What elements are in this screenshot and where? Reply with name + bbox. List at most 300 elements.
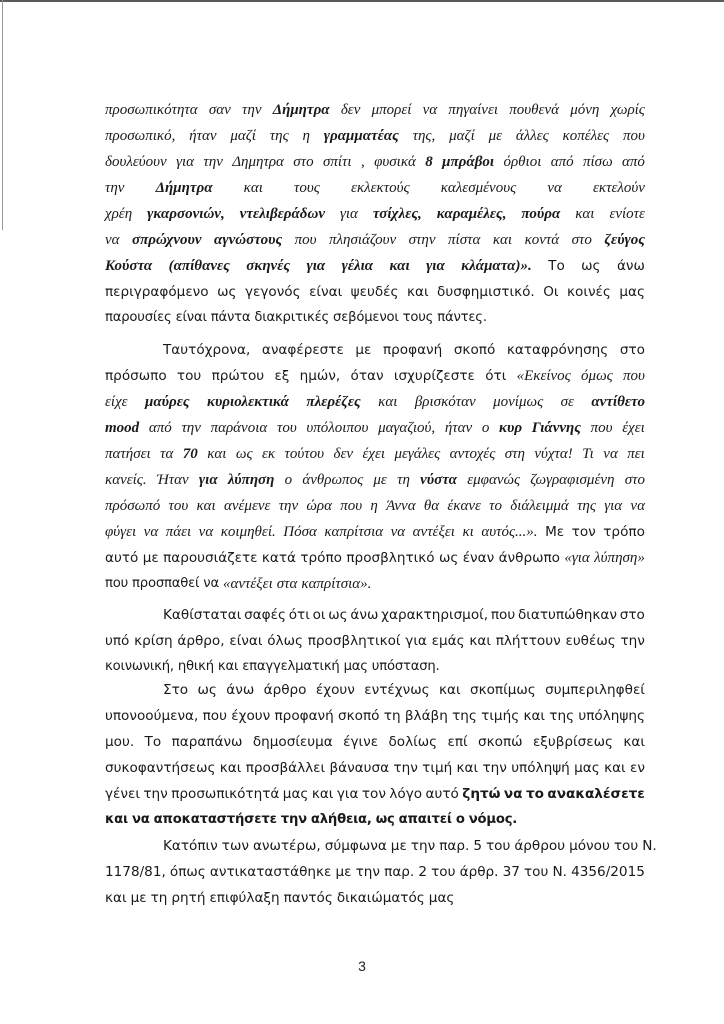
text-line [105, 811, 645, 829]
word: για [426, 258, 445, 274]
text-line [105, 231, 645, 249]
word: ως [197, 682, 217, 698]
word: λύπηση [227, 472, 275, 488]
word: κατά [261, 550, 296, 566]
word: από [550, 154, 574, 170]
word: ότι [288, 607, 310, 623]
word: θα [423, 498, 440, 514]
word: για [405, 633, 427, 649]
word: Στο [163, 682, 189, 698]
word: την [181, 420, 201, 436]
word: τον [571, 524, 596, 540]
word: μεγάλες [394, 446, 441, 462]
word: σεβόμενοι [333, 310, 399, 325]
word: συκοφαντήσεως [105, 760, 216, 776]
text-line [105, 863, 645, 881]
word: επί [447, 734, 468, 750]
word: βρισκόταν [414, 394, 476, 410]
word: ηθική [177, 659, 214, 674]
word: μπράβοι [442, 154, 495, 170]
word: πάει [165, 524, 192, 540]
word: όλως [267, 633, 303, 649]
word: και [196, 498, 216, 514]
word: υπόληψή [511, 760, 570, 776]
word: ευθέως [565, 633, 616, 649]
text-line [105, 419, 645, 437]
word: εκλεκτούς [351, 180, 410, 196]
word: πλήττουν [495, 633, 561, 649]
word: νόμος. [468, 812, 518, 827]
word: να [198, 524, 214, 540]
word: πει [627, 446, 645, 462]
word: αποκαταστήσετε [153, 812, 277, 827]
word: γένει [105, 786, 140, 802]
word: τιμής [481, 708, 520, 724]
word: την [278, 498, 299, 514]
scan-border-top [0, 0, 724, 2]
word: και [219, 760, 242, 776]
word: τσίχλες, [372, 206, 422, 222]
text-line [105, 889, 645, 907]
word: εμάς [431, 633, 465, 649]
word: ο [455, 812, 465, 827]
word: μαζί [449, 128, 475, 144]
word: της [549, 708, 575, 724]
word: καπρίτσια [324, 524, 384, 540]
word: προσπαθεί [132, 576, 200, 591]
word: παραπάνω [171, 734, 243, 750]
word: βάναυσα [329, 760, 390, 776]
word: άρθρου [514, 838, 566, 854]
word: στο [571, 232, 592, 248]
word: αλήθεια, [310, 812, 372, 827]
text-line [105, 658, 645, 676]
word: Το [144, 734, 162, 750]
word: έχει [622, 420, 645, 436]
word: ημών, [299, 368, 341, 384]
word: παρουσιάζετε [163, 550, 258, 566]
word: κοινωνική, [105, 659, 174, 674]
word: «αντέξει [222, 576, 273, 592]
word: για [198, 472, 218, 488]
word: 70 [182, 446, 198, 462]
word: του [524, 864, 549, 880]
word: ως [328, 607, 348, 623]
word: η [302, 128, 310, 144]
word: ρητή [171, 890, 206, 906]
word: όπως [169, 864, 206, 880]
scan-border-left [2, 0, 3, 230]
word: του [613, 838, 639, 854]
word: κοινές [567, 284, 611, 300]
word: ως [438, 550, 459, 566]
word: προσωπικό, [105, 128, 176, 144]
word: Ν. [552, 864, 567, 880]
word: δεν [340, 102, 361, 118]
word: ως [581, 258, 601, 274]
word: την [393, 760, 418, 776]
word: είναι [175, 310, 207, 325]
word: μαζί [230, 128, 256, 144]
word: υπονοούμενα, [105, 708, 199, 724]
word: που [340, 498, 363, 514]
word: δυσφημιστικό. [437, 284, 535, 300]
word: άρθρο, [177, 633, 225, 649]
word: καπρίτσια». [301, 576, 372, 592]
word: να [422, 102, 438, 118]
word: κρίση [134, 633, 173, 649]
word: του [176, 368, 202, 384]
word: ήταν [444, 420, 473, 436]
word: τη [150, 890, 168, 906]
word: που [105, 576, 129, 591]
word: μας [282, 786, 309, 802]
word: υπόληψης [578, 708, 645, 724]
word: του [168, 498, 189, 514]
word: του [485, 838, 511, 854]
word: παντός [283, 890, 333, 906]
word: έγινε [343, 734, 379, 750]
word: μαγαζιού, [378, 420, 436, 436]
word: σκοπό [453, 342, 496, 358]
word: άνθρωπος [302, 472, 364, 488]
word: πλησιάζουν [329, 232, 397, 248]
word: τον [361, 786, 386, 802]
word: άνω [226, 682, 255, 698]
text-line [105, 471, 645, 489]
text-line [105, 707, 645, 725]
word: 8 [425, 154, 433, 170]
word: σύμφωνα [324, 838, 387, 854]
word: ισχυρίζεστε [393, 368, 475, 384]
word: και [456, 760, 479, 776]
word: άλλες [515, 128, 549, 144]
word: εκτελούν [593, 180, 645, 196]
word: αυτός...». [481, 524, 538, 540]
word: υπόλοιπου [306, 420, 369, 436]
word: πλερέζες [306, 394, 361, 410]
word: αντοχές [449, 446, 496, 462]
word: άνω [350, 607, 379, 623]
word: πάντες. [437, 310, 487, 325]
word: προσβάλλει [245, 760, 326, 776]
text-line [105, 575, 645, 593]
word: στο [619, 342, 645, 358]
word: την [242, 102, 262, 118]
word: και [311, 786, 334, 802]
word: τρόπο [603, 524, 645, 540]
word: πρώτου [211, 368, 265, 384]
word: και [438, 682, 461, 698]
word: έχει [362, 446, 386, 462]
text-line [105, 153, 645, 171]
word: γέλια [341, 258, 374, 274]
word: περιγραφόμενο [105, 284, 209, 300]
word: σπίτι [322, 154, 352, 170]
word: καραμέλες, [436, 206, 507, 222]
word: νύχτα! [534, 446, 573, 462]
word: μας [343, 659, 368, 674]
word: χωρίς [610, 102, 645, 118]
word: παρουσίες [105, 310, 172, 325]
word: στη [504, 446, 525, 462]
word: πούρα [521, 206, 561, 222]
text-line [105, 283, 645, 301]
word: υπόσταση. [371, 659, 440, 674]
word: όρθιοι [503, 154, 542, 170]
word: αντέξει [412, 524, 455, 540]
word: να [503, 786, 523, 802]
word: ο [284, 472, 293, 488]
word: χρέη [105, 206, 133, 222]
word: γκαρσονιών, [147, 206, 225, 222]
word: τούτου [284, 446, 325, 462]
word: εξ [274, 368, 290, 384]
word: εντέχνως [364, 682, 430, 698]
text-line [105, 257, 645, 275]
word: σκοπό [338, 708, 380, 724]
word: δικαιώματός [336, 890, 425, 906]
word: οι [312, 607, 326, 623]
word: ζητώ [462, 786, 501, 802]
word: που [294, 232, 317, 248]
text-line [105, 523, 645, 541]
word: για [306, 258, 326, 274]
word: λύπηση» [594, 550, 645, 566]
word: , [360, 154, 365, 170]
word: αναφέρεστε [261, 342, 344, 358]
word: την [105, 180, 125, 196]
word: με [335, 864, 352, 880]
word: κυριολεκτικά [207, 394, 289, 410]
word: άρθρο [263, 682, 307, 698]
word: Τι [582, 446, 594, 462]
word: με [142, 550, 159, 566]
word: Ν. [642, 838, 657, 854]
word: της, [412, 128, 436, 144]
word: στην [408, 232, 436, 248]
word: κι [462, 524, 474, 540]
word: εν [629, 760, 645, 776]
word: με [373, 472, 387, 488]
word: Κατόπιν [163, 838, 218, 854]
word: μαύρες [145, 394, 190, 410]
word: προσβλητικό [346, 550, 435, 566]
word: μας [574, 760, 600, 776]
word: Καθίσταται [163, 607, 242, 623]
word: ανέμενε [223, 498, 271, 514]
word: άνω [616, 258, 645, 274]
word: πίσω [583, 154, 613, 170]
word: δουλεύουν [105, 154, 167, 170]
text-line [105, 101, 645, 119]
word: Δημητρα [232, 154, 284, 170]
word: 2 [418, 864, 428, 880]
word: σαν [208, 102, 231, 118]
word: των [221, 838, 249, 854]
word: ζεύγος [604, 232, 645, 248]
word: και [492, 232, 513, 248]
word: παράνοια [210, 420, 268, 436]
word: ντελιβεράδων [239, 206, 325, 222]
word: (απίθανες [168, 258, 230, 274]
word: μόνου [569, 838, 610, 854]
word: είναι [229, 633, 263, 649]
word: να [547, 180, 562, 196]
text-line [105, 497, 645, 515]
word: κυρ [499, 420, 523, 436]
word: για [339, 206, 358, 222]
word: δημοσίευμα [252, 734, 333, 750]
word: γεγονός [244, 284, 301, 300]
word: την [280, 812, 307, 827]
word: για [604, 498, 623, 514]
text-line [105, 341, 645, 359]
text-line [105, 445, 645, 463]
word: με [130, 890, 147, 906]
word: διακριτικές [254, 310, 330, 325]
word: που [623, 368, 645, 384]
word: που [590, 420, 613, 436]
word: συμπεριληφθεί [545, 682, 645, 698]
word: όμως [581, 368, 613, 384]
word: το [489, 498, 503, 514]
word: δολίως [388, 734, 438, 750]
word: αυτό [105, 550, 139, 566]
word: Γιάννης [531, 420, 581, 436]
word: ως [235, 446, 253, 462]
word: τρόπο [300, 550, 342, 566]
word: Με [545, 524, 565, 540]
word: αυτό [425, 786, 459, 802]
word: έκανε [447, 498, 481, 514]
word: εκ [261, 446, 276, 462]
word: εξυβρίσεως [532, 734, 613, 750]
word: ψευδές [350, 284, 399, 300]
word: με [488, 128, 503, 144]
word: να [390, 524, 406, 540]
word: πηγαίνει [448, 102, 499, 118]
word: Οι [543, 284, 559, 300]
word: σαφές [244, 607, 286, 623]
word: Άννα [386, 498, 416, 514]
word: γραμματέας [323, 128, 399, 144]
word: πρόσωπό [105, 498, 161, 514]
word: ότι [485, 368, 507, 384]
word: Το [548, 258, 565, 274]
word: «για [564, 550, 590, 566]
word: η [370, 498, 378, 514]
word: του [276, 420, 297, 436]
word: πίστα [448, 232, 481, 248]
word: και [243, 180, 263, 196]
word: που [622, 128, 645, 144]
word: παρ. [384, 864, 415, 880]
word: Δήμητρα [272, 102, 330, 118]
word: Ταυτόχρονα, [163, 342, 251, 358]
word: κανείς. [105, 472, 147, 488]
word: μου. [105, 734, 135, 750]
word: μπορεί [371, 102, 412, 118]
word: και [105, 890, 127, 906]
word: σε [560, 394, 574, 410]
text-line [105, 309, 645, 327]
text-line [105, 606, 645, 624]
word: μας [619, 284, 645, 300]
word: ανωτέρω, [252, 838, 321, 854]
word: κλάματα)». [461, 258, 532, 274]
text-line [105, 205, 645, 223]
text-line [105, 785, 645, 803]
word: με [390, 838, 407, 854]
word: με [355, 342, 372, 358]
word: προσωπικότητα [105, 102, 198, 118]
word: του [431, 864, 456, 880]
word: 4356/2015 [571, 864, 645, 880]
word: mood [105, 420, 140, 436]
word: τους [294, 180, 320, 196]
word: να [105, 232, 120, 248]
word: να [131, 812, 150, 827]
word: μόνη [570, 102, 600, 118]
word: να [630, 498, 645, 514]
word: έχουν [315, 682, 355, 698]
word: επαγγελματική [242, 659, 340, 674]
word: άνθρωπο [498, 550, 560, 566]
word: και [406, 284, 429, 300]
word: έχουν [231, 708, 271, 724]
text-line [105, 549, 645, 567]
word: φυσικά [374, 154, 416, 170]
word: και [575, 206, 595, 222]
word: ανακαλέσετε [547, 786, 645, 802]
text-line [105, 632, 645, 650]
word: άρθρ. [459, 864, 499, 880]
word: τη [383, 708, 401, 724]
text-line [105, 179, 645, 197]
word: πουθενά [509, 102, 559, 118]
word: όταν [350, 368, 384, 384]
word: Πόσα [283, 524, 317, 540]
word: της [577, 498, 596, 514]
word: λόγο [389, 786, 423, 802]
word: που [202, 708, 227, 724]
word: πρόσωπο [105, 368, 167, 384]
word: καλεσμένους [440, 180, 517, 196]
word: δεν [333, 446, 354, 462]
word: απαιτεί [398, 812, 452, 827]
word: την [143, 786, 168, 802]
word: και [469, 633, 491, 649]
word: στα [276, 576, 298, 592]
word: έναν [462, 550, 495, 566]
word: προφανή [274, 708, 334, 724]
word: φύγει [105, 524, 137, 540]
word: διατυπώθηκαν [517, 607, 617, 623]
text-line [105, 367, 645, 385]
word: ως [375, 812, 395, 827]
word: ώρα [306, 498, 332, 514]
word: να [143, 524, 159, 540]
word: και [623, 734, 645, 750]
word: να [603, 446, 618, 462]
word: ενίοτε [609, 206, 645, 222]
word: ο [481, 420, 490, 436]
text-line [105, 759, 645, 777]
word: πάντα [210, 310, 251, 325]
word: που [490, 607, 516, 623]
word: το [525, 786, 544, 802]
